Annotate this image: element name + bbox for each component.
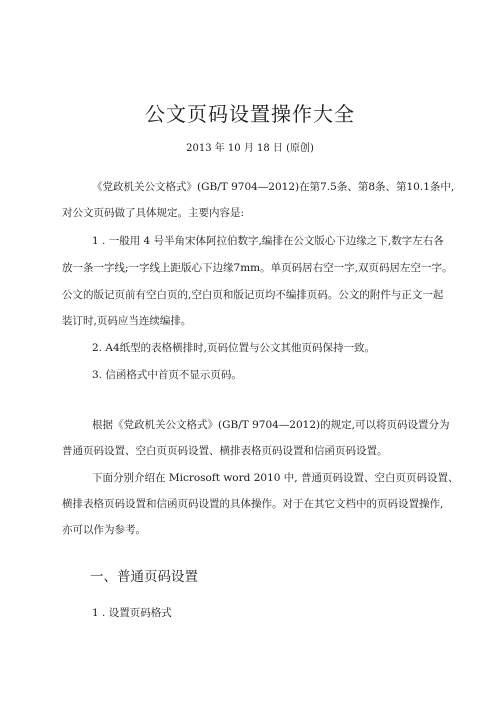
paragraph-line: 下面分别介绍在 Microsoft word 2010 中, 普通页码设置、空白页页码设置、 xyxy=(92,472,459,484)
section-heading: 一、普通页码设置 xyxy=(90,569,198,585)
paragraph-line: 根据《党政机关公文格式》(GB/T 9704—2012)的规定,可以将页码设置分为 xyxy=(92,419,450,431)
paragraph-line: 2. A4纸型的表格横排时,页码位置与公文其他页码保持一致。 xyxy=(92,342,375,354)
document-date: 2013 年 10 月 18 日 (原创) xyxy=(186,143,314,154)
paragraph-line: 对公文页码做了具体规定。主要内容是: xyxy=(62,207,245,219)
paragraph-line: 放一条一字线;一字线上距版心下边缘7mm。单页码居右空一字,双页码居左空一字。 xyxy=(62,262,453,274)
paragraph-line: 普通页码设置、空白页页码设置、横排表格页码设置和信函页码设置。 xyxy=(62,445,388,457)
paragraph-line: 1 . 一般用 4 号半角宋体阿拉伯数字,编排在公文版心下边缘之下,数字左右各 xyxy=(92,235,444,247)
paragraph-line: 公文的版记页前有空白页的,空白页和版记页均不编排页码。公文的附件与正文一起 xyxy=(62,289,444,301)
paragraph-line: 装订时,页码应当连续编排。 xyxy=(62,315,192,327)
paragraph-line: 亦可以作为参考。 xyxy=(62,524,146,536)
paragraph-line: 《党政机关公文格式》(GB/T 9704—2012)在第7.5条、第8条、第10.1条中, xyxy=(92,181,455,193)
page-title: 公文页码设置操作大全 xyxy=(145,102,355,126)
subsection-heading: 1 . 设置页码格式 xyxy=(92,607,172,619)
paragraph-line: 横排表格页码设置和信函页码设置的具体操作。对于在其它文档中的页码设置操作, xyxy=(62,498,444,510)
paragraph-line: 3. 信函格式中首页不显示页码。 xyxy=(92,369,242,381)
